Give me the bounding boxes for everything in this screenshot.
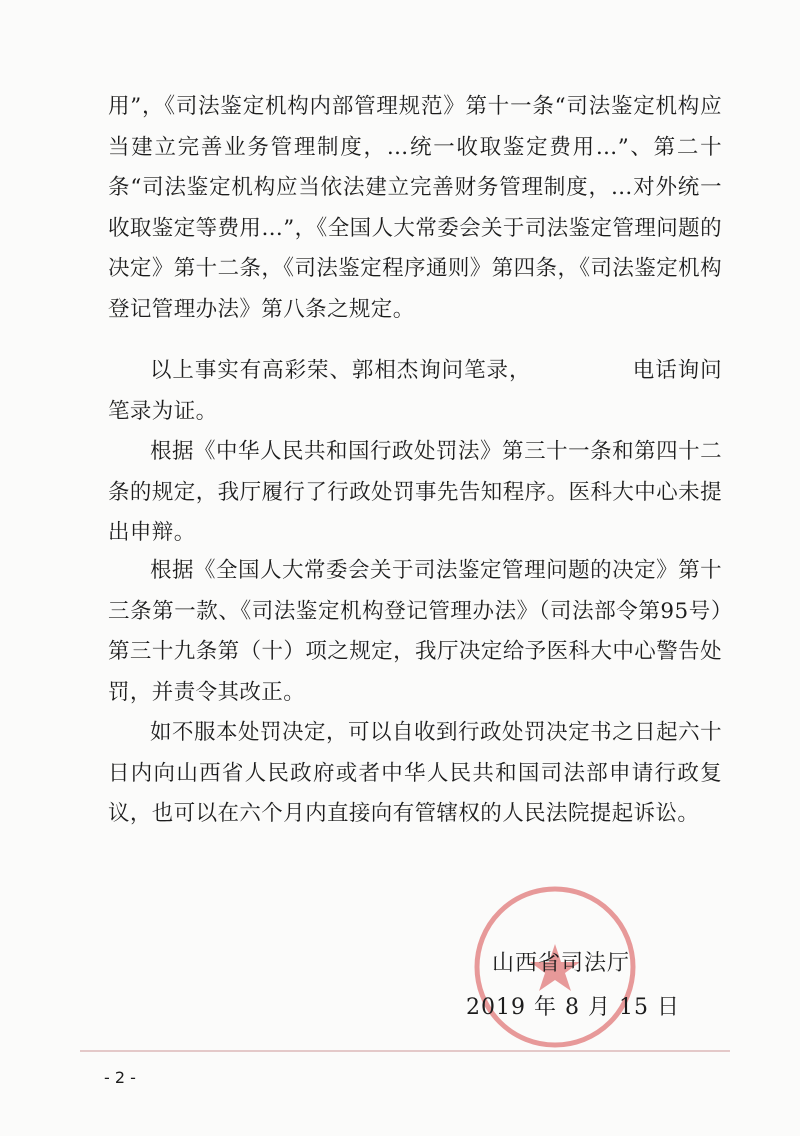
paragraph-appeal-rights: 如不服本处罚决定，可以自收到行政处罚决定书之日起六十日内向山西省人民政府或者中华人民共和国司法部申请行政复议，也可以在六个月内直接向有管辖权的人民法院提起诉讼。 xyxy=(108,720,722,826)
paragraph-legal-basis: 用”，《司法鉴定机构内部管理规范》第十一条“司法鉴定机构应当建立完善业务管理制度，…统一收取鉴定费用…”、第二十条“司法鉴定机构应当依法建立完善财务管理制度，…对外统一收取鉴定等费用…”，《全国人大常委会关于司法鉴定管理问题的决定》第十二条，《司法鉴定程序通则》第四条，《司法鉴定机构登记管理办法》第八条之规定。 xyxy=(108,94,722,322)
signature-organization: 山西省司法厅 xyxy=(492,951,631,976)
footer-divider xyxy=(80,1050,730,1052)
page-number: - 2 - xyxy=(104,1068,136,1087)
paragraph-decision: 根据《全国人大常委会关于司法鉴定管理问题的决定》第十三条第一款、《司法鉴定机构登记管理办法》（司法部令第95号）第三十九条第（十）项之规定，我厅决定给予医科大中心警告处罚，并责令其改正。 xyxy=(108,558,722,705)
signature-date: 2019 年 8 月 15 日 xyxy=(466,995,680,1020)
paragraph-evidence: 以上事实有高彩荣、郭相杰询问笔录， 电话询问笔录为证。 xyxy=(108,358,722,424)
paragraph-prior-notice: 根据《中华人民共和国行政处罚法》第三十一条和第四十二条的规定，我厅履行了行政处罚事先告知程序。医科大中心未提出申辩。 xyxy=(108,439,722,545)
